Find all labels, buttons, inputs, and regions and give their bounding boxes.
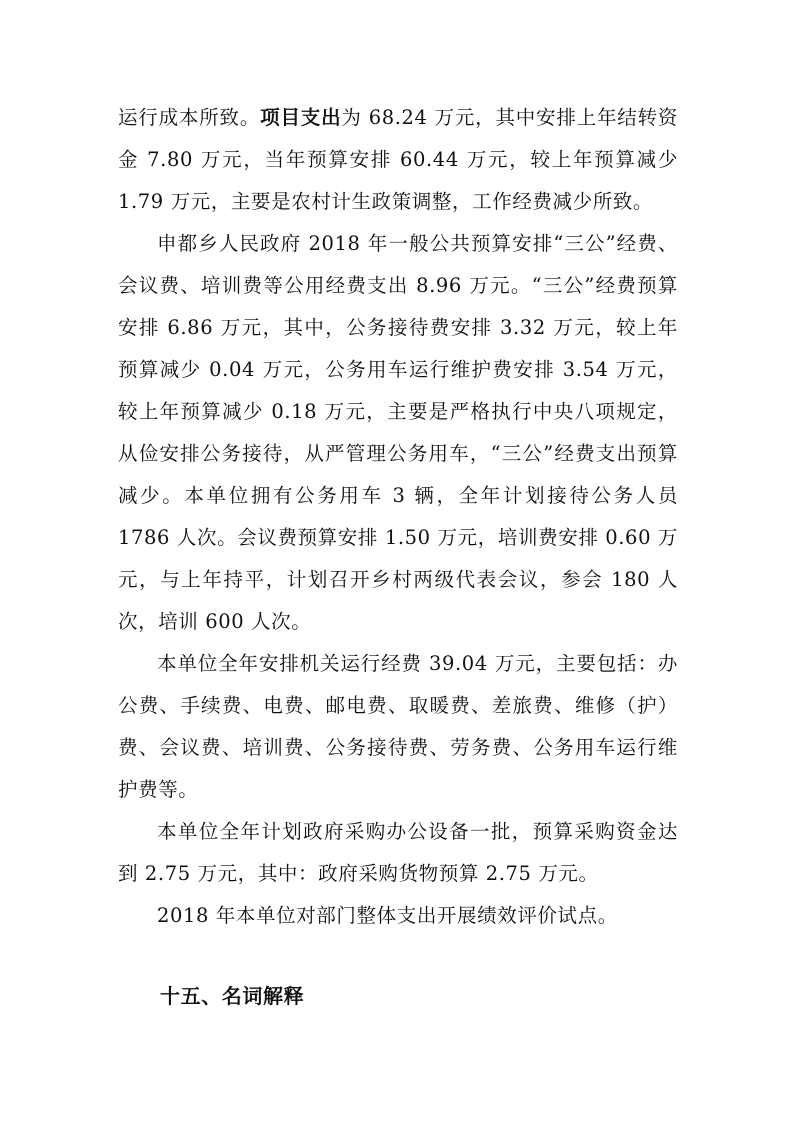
paragraph-project-expenditure	[118, 97, 678, 223]
section-heading: 十五、名词解释	[160, 984, 305, 1008]
paragraph-rest-text: 为 68.24 万元，其中安排上年结转资金 7.80 万元，当年预算安排 60.44 万元，较上年预算减少 1.79 万元，主要是农村计生政策调整，工作经费减少所致。	[118, 106, 678, 213]
paragraph-operating-expenses: 本单位全年安排机关运行经费 39.04 万元，主要包括：办公费、手续费、电费、邮电费、取暖费、差旅费、维修（护）费、会议费、培训费、公务接待费、劳务费、公务用车运行维护费等。	[118, 652, 678, 801]
paragraph-three-public-expenses: 申都乡人民政府 2018 年一般公共预算安排“三公”经费、会议费、培训费等公用经费支出 8.96 万元。“三公”经费预算安排 6.86 万元，其中，公务接待费安排 3.32 万元，较上年预算减少 0.04 万元，公务用车运行维护费安排 3.54 万元，较上年预算减少 0.18 万元，主要是严格执行中央八项规定，从俭安排公务接待，从严管理公务用车，“三公”经费支出预算减少。本单位拥有公务用车 3 辆，全年计划接待公务人员 1786 人次。会议费预算安排 1.50 万元，培训费安排 0.60 万元，与上年持平，计划召开乡村两级代表会议，参会 180 人次，培训 600 人次。	[118, 232, 678, 633]
paragraph-lead-text: 运行成本所致。	[118, 106, 261, 129]
paragraph-performance-evaluation: 2018 年本单位对部门整体支出开展绩效评价试点。	[157, 904, 618, 927]
project-expenditure-term: 项目支出	[260, 106, 342, 129]
paragraph-government-procurement: 本单位全年计划政府采购办公设备一批，预算采购资金达到 2.75 万元，其中：政府采购货物预算 2.75 万元。	[118, 820, 678, 885]
document-body	[118, 97, 678, 937]
